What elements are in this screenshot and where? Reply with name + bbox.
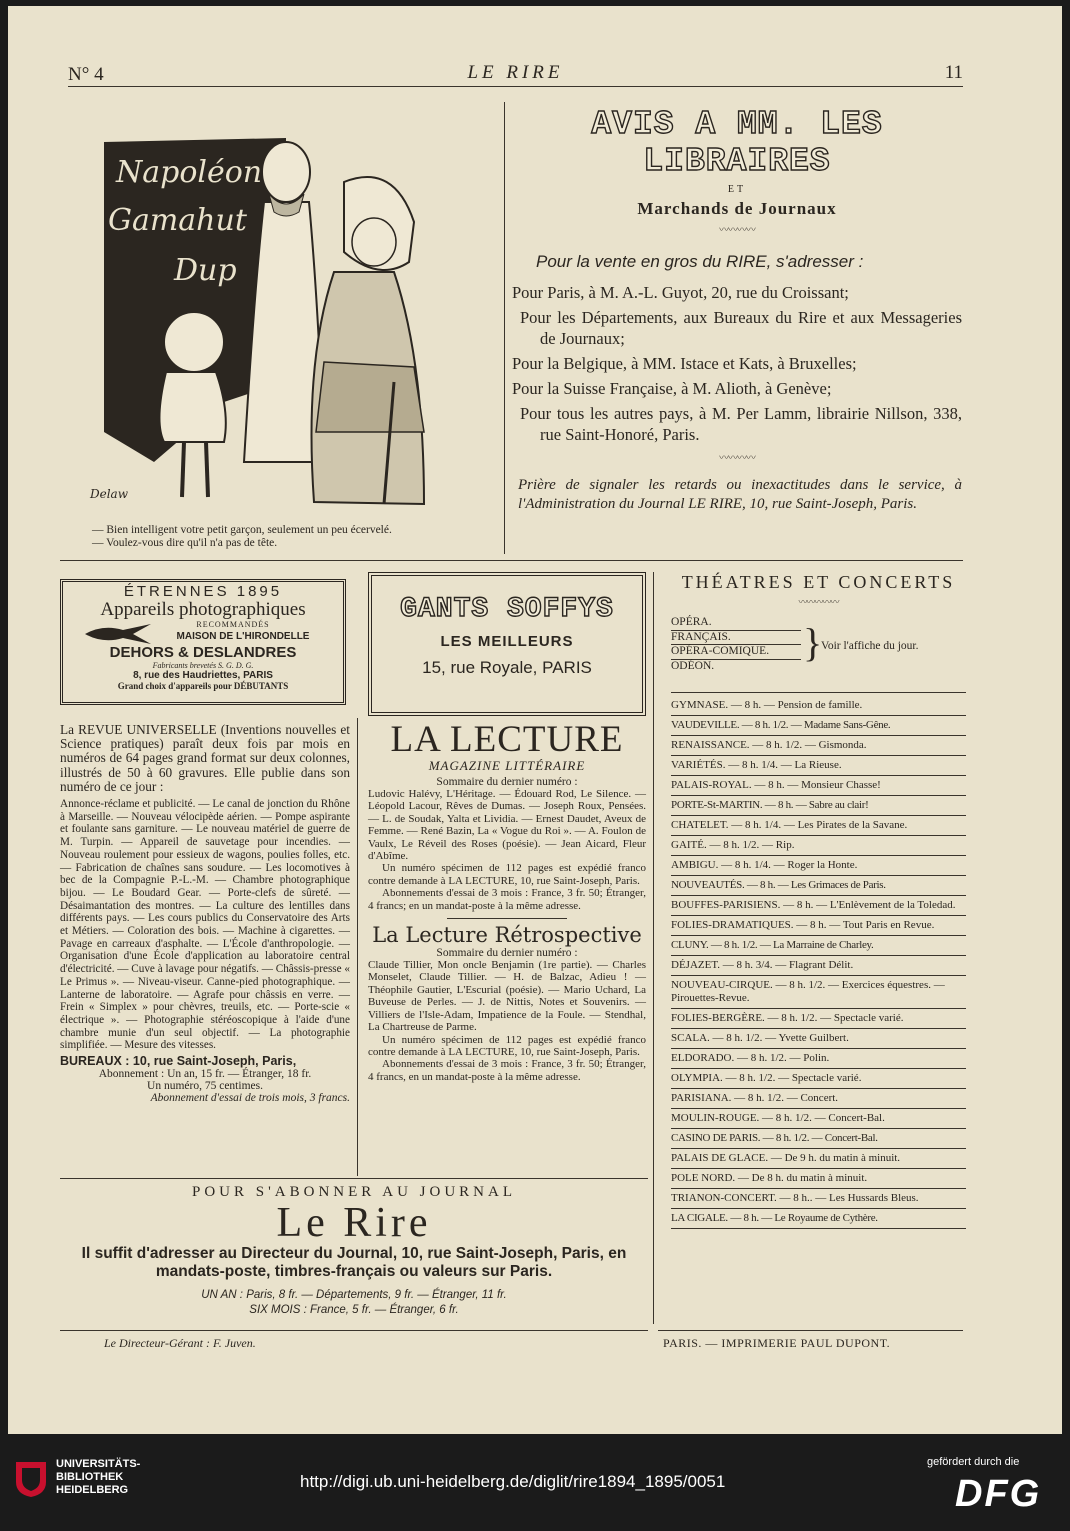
theatre-row: AMBIGU. — 8 h. 1/4. — Roger la Honte. [671,856,966,876]
dfg-logo: DFG [955,1473,1042,1515]
cartoon-illustration [90,132,499,522]
etrennes-maison: MAISON DE L'HIRONDELLE [176,631,310,642]
theatre-row: FOLIES-DRAMATIQUES. — 8 h. — Tout Paris en Revue. [671,916,966,936]
university-seal-icon [14,1460,48,1498]
lecture-title: LA LECTURE [390,719,624,760]
theatre-row: VAUDEVILLE. — 8 h. 1/2. — Madame Sans-Gêne. [671,716,966,736]
gants-title: GANTS SOFFYS [400,594,614,625]
lecture-sub: MAGAZINE LITTÉRAIRE [428,758,586,773]
revue-numero: Un numéro, 75 centimes. [147,1080,263,1093]
directeur-gerant: Le Directeur-Gérant : F. Juven. [104,1336,256,1350]
source-url[interactable]: http://digi.ub.uni-heidelberg.de/diglit/rire1894_1895/0051 [300,1472,726,1491]
cartoon-caption [92,524,502,550]
theatre-row: FOLIES-BERGÈRE. — 8 h. 1/2. — Spectacle varié. [671,1009,966,1029]
theatre-row: NOUVEAU-CIRQUE. — 8 h. 1/2. — Exercices équestres. — Pirouettes-Revue. [671,976,966,1009]
etrennes-ad [60,579,346,705]
theatre-listing [671,696,966,1229]
sign-line-3: Dup [174,253,237,288]
theatre-row: PORTE-St-MARTIN. — 8 h. — Sabre au clair! [671,796,966,816]
funded-by: gefördert durch die [927,1456,1020,1468]
theatres-title: THÉATRES ET CONCERTS [681,572,956,592]
retro-specimen: Un numéro spécimen de 112 pages est expédié franco contre demande à LA LECTURE, 10, rue Saint-Joseph, Paris. [368,1033,646,1058]
avis-line-suisse: Pour la Suisse Française, à M. Alioth, à Genève; [512,379,832,398]
swallow-icon [83,622,153,646]
avis-line-belgique: Pour la Belgique, à MM. Istace et Kats, à Bruxelles; [512,354,857,373]
retro-body: Claude Tillier, Mon oncle Benjamin (1re partie). — Charles Monselet, Claude Tillier. — H. de Balzac, Adieu ! — Théophile Gautier, L'Escurial (poésie). — Mario Uchard, La Buveuse de Perles. — J. de Nittis, Notes et Souvenirs. — Villiers de l'Isle-Adam, Impatience de la Foule. — Stendhal, La Chartreuse de Parme. [368,959,646,1034]
retro-sommaire: Sommaire du dernier numéro : [436,947,578,960]
gants-addr: 15, rue Royale, PARIS [422,658,592,677]
etrennes-addr: 8, rue des Haudriettes, PARIS [133,670,273,681]
theatre-group-note: Voir l'affiche du jour. [821,640,919,652]
etrennes-brevet: Fabricants brevetés S. G. D. G. [152,661,254,670]
etrennes-name: DEHORS & DESLANDRES [109,644,297,661]
theatre-row: GAITÉ. — 8 h. 1/2. — Rip. [671,836,966,856]
avis-line-paris: Pour Paris, à M. A.-L. Guyot, 20, rue du Croissant; [512,283,849,302]
theatre-row: OLYMPIA. — 8 h. 1/2. — Spectacle varié. [671,1069,966,1089]
theatre-group-list [671,616,801,673]
theatres-concerts: THÉATRES ET CONCERTS 〰〰〰〰〰 OPÉRA. FRANÇAIS. OPÉRA-COMIQUE. ODÉON. } Voir l'affiche du jour. GYMNASE. — 8 h. — Pension de famille. VAUDEVILLE. — 8 h. 1/2. — Madame Sans-Gêne. RENAISSANCE. — 8 h. 1/2. — Gismonda. VARIÉTÉS. — 8 h. 1/4. — La Rieuse. PALAIS-ROYAL. — 8 h. — Monsieur Chasse! PORTE-St-MARTIN. — 8 h. — Sabre au clair! CHATELET. — 8 h. 1/4. — Les Pirates de la Savane. GAITÉ. — 8 h. 1/2. — Rip. AMBIGU. — 8 h. 1/4. — Roger la Honte. NOUVEAUTÉS. — 8 h. — Les Grimaces de Paris. BOUFFES-PARISIENS. — 8 h. — L'Enlèvement de la Toledad. FOLIES-DRAMATIQUES. — 8 h. — Tout Paris en Revue. CLUNY. — 8 h. 1/2. — La Marraine de Charley. DÉJAZET. — 8 h. 3/4. — Flagrant Délit. NOUVEAU-CIRQUE. — 8 h. 1/2. — Exercices équestres. — Pirouettes-Revue. FOLIES-BERGÈRE. — 8 h. 1/2. — Spectacle varié. SCALA. — 8 h. 1/2. — Yvette Guilbert. ELDORADO. — 8 h. 1/2. — Polin. OLYMPIA. — 8 h. 1/2. — Spectacle varié. PARISIANA. — 8 h. 1/2. — Concert. MOULIN-ROUGE. — 8 h. 1/2. — Concert-Bal. CASINO DE PARIS. — 8 h. 1/2. — Concert-Bal. PALAIS DE GLACE. — De 9 h. du matin à minuit. POLE NORD. — De 8 h. du matin à minuit. TRIANON-CONCERT. — 8 h.. — Les Hussards Bleus. LA CIGALE. — 8 h. — Le Royaume de Cythère. [671,572,966,1332]
theatre-row: POLE NORD. — De 8 h. du matin à minuit. [671,1169,966,1189]
library-name [56,1458,140,1497]
lecture-sommaire: Sommaire du dernier numéro : [436,776,578,788]
etrennes-title: ÉTRENNES 1895 [123,583,283,600]
revue-essai: Abonnement d'essai de trois mois, 3 francs. [150,1092,350,1105]
sign-line-1: Napoléon [116,155,263,190]
avis-line-departements: Pour les Départements, aux Bureaux du Rire et aux Messageries de Journaux; [520,308,962,348]
caption-line-2: — Voulez-vous dire qu'il n'a pas de tête. [92,537,278,549]
theatre-row: TRIANON-CONCERT. — 8 h.. — Les Hussards Bleus. [671,1189,966,1209]
revue-bureaux: BUREAUX : 10, rue Saint-Joseph, Paris, [60,1054,297,1069]
avis-title: AVIS A MM. LES LIBRAIRES [591,106,883,180]
theatre-row: LA CIGALE. — 8 h. — Le Royaume de Cythère. [671,1209,966,1229]
theatre-row: PALAIS DE GLACE. — De 9 h. du matin à minuit. [671,1149,966,1169]
theatre-opera-comique: OPÉRA-COMIQUE. [671,645,801,660]
sign-line-2: Gamahut [108,203,247,238]
abonner-name: Le Rire [276,1200,432,1246]
avis-libraires: AVIS A MM. LES LIBRAIRES ET Marchands de Journaux 〰〰〰〰 Pour la vente en gros du RIRE, s'adresser : Pour Paris, à M. A.-L. Guyot, 20, rue du Croissant; Pour les Départements, aux Bureaux du Rire et aux Messageries de Journaux; Pour la Belgique, à MM. Istace et Kats, à Bruxelles; Pour la Suisse Française, à M. Alioth, à Genève; Pour tous les autres pays, à M. Per Lamm, librairie Nillson, 338, rue Saint-Honoré, Paris. 〰〰〰〰 Prière de signaler les retards ou inexactitudes dans le service, à l'Administration du Journal LE RIRE, 10, rue Saint-Joseph, Paris. [512,106,962,512]
theatre-row: NOUVEAUTÉS. — 8 h. — Les Grimaces de Paris. [671,876,966,896]
abonner-an: UN AN : Paris, 8 fr. — Départements, 9 fr. — Étranger, 11 fr. [201,1289,507,1301]
theatre-row: CHATELET. — 8 h. 1/4. — Les Pirates de la Savane. [671,816,966,836]
gants-sub: LES MEILLEURS [440,633,574,650]
theatre-row: MOULIN-ROUGE. — 8 h. 1/2. — Concert-Bal. [671,1109,966,1129]
theatre-row: DÉJAZET. — 8 h. 3/4. — Flagrant Délit. [671,956,966,976]
lecture-specimen: Un numéro spécimen de 112 pages est expédié franco contre demande à LA LECTURE, 10, rue Saint-Joseph, Paris. [368,862,646,887]
lecture-abonnements: Abonnements d'essai de 3 mois : France, 3 fr. 50; Étranger, 4 francs; en un mandat-poste à la même adresse. [368,887,646,912]
theatre-row: ELDORADO. — 8 h. 1/2. — Polin. [671,1049,966,1069]
library-line-2: BIBLIOTHEK [56,1471,124,1483]
theatre-group: OPÉRA. FRANÇAIS. OPÉRA-COMIQUE. ODÉON. } Voir l'affiche du jour. [671,616,966,693]
revue-abonnement: Abonnement : Un an, 15 fr. — Étranger, 18 fr. [98,1068,312,1081]
caption-line-1: — Bien intelligent votre petit garçon, seulement un peu écervelé. [92,524,392,536]
etrennes-rec: RECOMMANDÉS [196,620,270,629]
avis-line-autres: Pour tous les autres pays, à M. Per Lamm, librairie Nillson, 338, rue Saint-Honoré, Paris. [520,404,962,444]
digitization-footer [0,1434,1070,1531]
etrennes-sub: Appareils photographiques [100,599,306,620]
lecture-body: Ludovic Halévy, L'Héritage. — Édouard Rod, Le Silence. — Léopold Lacour, Rêves de Dumas. — Joseph Roux, Pensées. — L. de Soudak, Yalta et Lividia. — Ernest Daudet, Aveux de Femme. — René Bazin, La « Vogue du Roi ». — A. Foulon de Vaulx, Le Réveil des Roses (poésie). — Jean Aicard, Fleur d'Abîme. [368,788,646,863]
theatre-row: VARIÉTÉS. — 8 h. 1/4. — La Rieuse. [671,756,966,776]
avis-lines [512,282,962,445]
avis-et: ET [727,184,747,195]
retro-title: La Lecture Rétrospective [372,923,642,948]
theatre-opera: OPÉRA. [671,616,801,631]
imprimerie: PARIS. — IMPRIMERIE PAUL DUPONT. [663,1336,891,1350]
cartoon-drawing [90,132,499,522]
theatre-row: RENAISSANCE. — 8 h. 1/2. — Gismonda. [671,736,966,756]
library-line-3: HEIDELBERG [56,1484,129,1496]
revue-universelle [60,723,350,1104]
theatre-row: SCALA. — 8 h. 1/2. — Yvette Guilbert. [671,1029,966,1049]
abonner-text: Il suffit d'adresser au Directeur du Journal, 10, rue Saint-Joseph, Paris, en mandats-poste, timbres-français ou valeurs sur Paris. [81,1245,627,1280]
theatre-row: BOUFFES-PARISIENS. — 8 h. — L'Enlèvement de la Toledad. [671,896,966,916]
issue-number: N° 4 [68,64,104,85]
revue-body: Annonce-réclame et publicité. — Le canal de jonction du Rhône à Marseille. — Nouveau vélocipède aérien. — Pompe aspirante et foulante sans garniture. — Le nouveau matériel de guerre de M. Turpin. — Appareil de sauvetage pour incendies. — Nouveau roulement pour essieux de wagons, poulies folles, etc. — Fabrication de chaînes sans soudure. — Les locomotives à bec de la Compagnie P.-L.-M. — Chambre photographique bijou. — Le Boudard Gear. — Porte-clefs de sûreté. — Désaimantation des montres. — La culture des lentilles dans différents pays. — Les cours publics du Conservatoire des Arts et Métiers. — Coloration des bois. — Machine à cigarettes. — Pavage en carreaux d'asphalte. — L'École d'anthropologie. — Organisation d'une École d'application au laboratoire central d'électricité. — Cuve à lavage pour négatifs. — Châssis-presse « Le Primus ». — Niveau-viseur. Canne-pied photographique. — Lanterne de laboratoire. — Agrafe pour châssis en verre. — Frein « Simplex » pour chèvres, treuils, etc. — Porte-scie « électrique ». — Photographie stéréoscopique à l'aide d'une chambre munie d'un seul objectif. — La photographie simplifiée. — Mesure des vitesses. [60,798,351,1052]
theatre-row: CASINO DE PARIS. — 8 h. 1/2. — Concert-Bal. [671,1129,966,1149]
page-number: 11 [944,62,963,83]
etrennes-choix: Grand choix d'appareils pour DÉBUTANTS [117,681,289,691]
retro-abonnements: Abonnements d'essai de 3 mois : France, 3 fr. 50; Étranger, 4 francs, en un mandat-poste à la même adresse. [368,1058,646,1083]
library-line-1: UNIVERSITÄTS- [56,1458,141,1470]
artist-signature: Delaw [90,487,128,501]
theatre-row: PARISIANA. — 8 h. 1/2. — Concert. [671,1089,966,1109]
newspaper-page [8,6,1062,1434]
abonner-block [60,1184,648,1316]
la-lecture [368,719,646,1083]
theatre-francais: FRANÇAIS. [671,631,801,646]
theatre-row: GYMNASE. — 8 h. — Pension de famille. [671,696,966,716]
revue-intro: La REVUE UNIVERSELLE (Inventions nouvelles et Science pratiques) paraît deux fois par mois en numéros de 64 pages grand format sur deux colonnes, illustrés de 50 à 60 gravures. Elle publie dans son numéro de ce jour : [60,722,350,794]
abonner-title: POUR S'ABONNER AU JOURNAL [192,1184,516,1200]
avis-note: Prière de signaler les retards ou inexactitudes dans le service, à l'Administration du Journal LE RIRE, 10, rue Saint-Joseph, Paris. [518,477,962,512]
page-header [68,58,963,87]
theatre-odeon: ODÉON. [671,659,715,672]
avis-subtitle: Marchands de Journaux [637,199,837,218]
theatre-row: PALAIS-ROYAL. — 8 h. — Monsieur Chasse! [671,776,966,796]
avis-lead: Pour la vente en gros du RIRE, s'adresser : [536,252,864,271]
theatre-row: CLUNY. — 8 h. 1/2. — La Marraine de Charley. [671,936,966,956]
abonner-six: SIX MOIS : France, 5 fr. — Étranger, 6 fr. [249,1304,459,1316]
journal-title: LE RIRE [467,62,564,83]
gants-soffys-ad [368,572,646,716]
